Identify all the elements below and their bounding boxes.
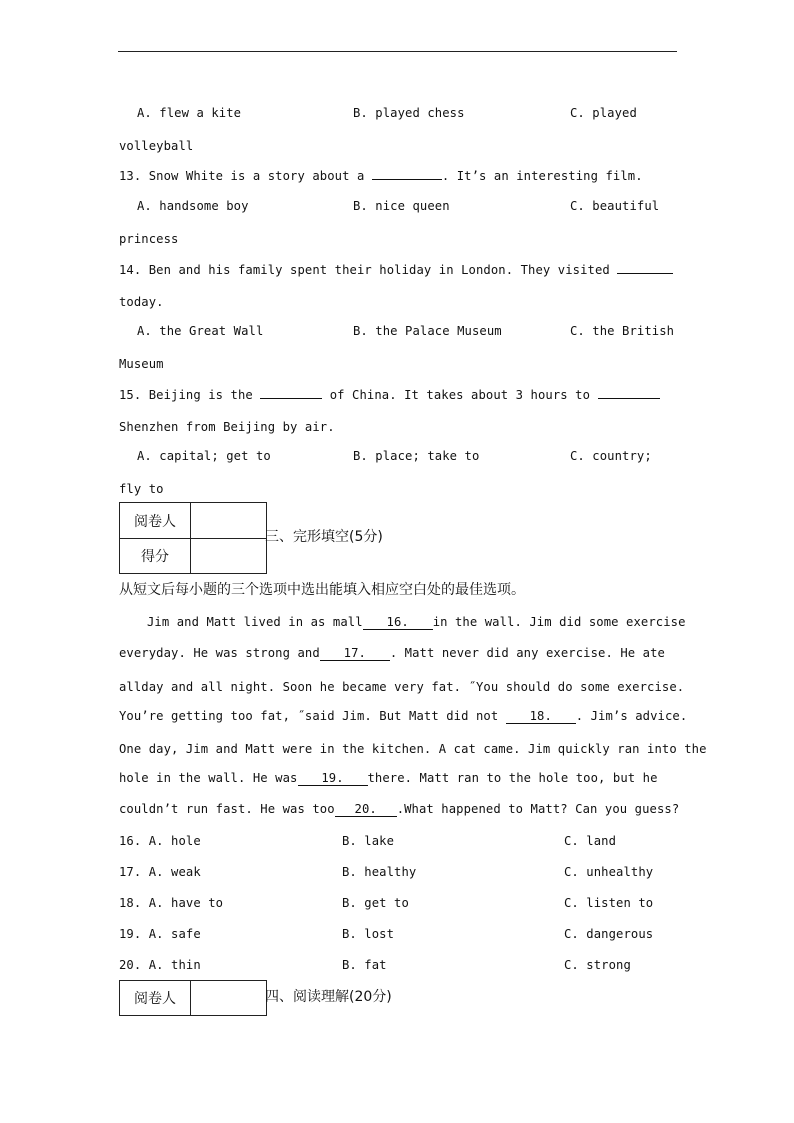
q14-option-a: A. the Great Wall: [137, 324, 264, 338]
blank-17: 17.: [320, 646, 390, 661]
q20-option-b: B. fat: [342, 958, 387, 972]
blank-16: 16.: [363, 615, 433, 630]
q14-stem: 14. Ben and his family spent their holiday in London. They visited: [119, 261, 673, 278]
q15-option-c: C. country;: [570, 449, 652, 463]
passage-line-3: allday and all night. Soon he became very fat. ˝You should do some exercise.: [119, 680, 685, 694]
q17-option-b: B. healthy: [342, 865, 417, 879]
section4-grader-cell[interactable]: [191, 981, 267, 1016]
q14-option-b: B. the Palace Museum: [353, 324, 502, 338]
grader-label: 阅卷人: [120, 503, 191, 539]
q13-option-c: C. beautiful: [570, 199, 660, 213]
passage-line-7: couldn’t run fast. He was too 20. .What happened to Matt? Can you guess?: [119, 802, 680, 816]
q20-option-c: C. strong: [564, 958, 631, 972]
blank-18: 18.: [506, 709, 576, 724]
q13-option-b: B. nice queen: [353, 199, 450, 213]
q16-option-a: 16. A. hole: [119, 834, 201, 848]
q15-option-a: A. capital; get to: [137, 449, 271, 463]
q15-option-b: B. place; take to: [353, 449, 480, 463]
blank-19: 19.: [298, 771, 368, 786]
q18-option-c: C. listen to: [564, 896, 654, 910]
q13-option-a: A. handsome boy: [137, 199, 249, 213]
q18-option-b: B. get to: [342, 896, 409, 910]
q19-option-c: C. dangerous: [564, 927, 654, 941]
grader-cell[interactable]: [191, 503, 267, 539]
q18-option-a: 18. A. have to: [119, 896, 224, 910]
section4-title: 四、阅读理解(20分): [265, 989, 392, 1005]
q17-option-a: 17. A. weak: [119, 865, 201, 879]
section4-grader-label: 阅卷人: [120, 981, 191, 1016]
q12-option-a: A. flew a kite: [137, 106, 242, 120]
blank-20: 20.: [335, 802, 397, 817]
q19-option-b: B. lost: [342, 927, 395, 941]
q12-option-c: C. played: [570, 106, 637, 120]
score-label: 得分: [120, 539, 191, 574]
section3-instruction: 从短文后每小题的三个选项中选出能填入相应空白处的最佳选项。: [119, 582, 525, 598]
header-rule: [118, 51, 677, 52]
q14-stem-wrap: today.: [119, 295, 164, 309]
passage-line-2: everyday. He was strong and 17. . Matt never did any exercise. He ate: [119, 646, 665, 660]
q13-option-c-wrap: princess: [119, 232, 179, 246]
q17-option-c: C. unhealthy: [564, 865, 654, 879]
passage-line-6: hole in the wall. He was 19. there. Matt ran to the hole too, but he: [119, 771, 658, 785]
score-cell[interactable]: [191, 539, 267, 574]
q16-option-c: C. land: [564, 834, 617, 848]
q12-option-c-wrap: volleyball: [119, 139, 194, 153]
section3-score-table: [119, 502, 267, 574]
q14-option-c-wrap: Museum: [119, 357, 164, 371]
q12-option-b: B. played chess: [353, 106, 465, 120]
passage-line-1: Jim and Matt lived in as mall 16. in the wall. Jim did some exercise: [147, 615, 686, 629]
passage-line-5: One day, Jim and Matt were in the kitchen. A cat came. Jim quickly ran into the: [119, 742, 707, 756]
q19-option-a: 19. A. safe: [119, 927, 201, 941]
passage-line-4: You’re getting too fat, ˝said Jim. But Matt did not 18. . Jim’s advice.: [119, 709, 688, 723]
q20-option-a: 20. A. thin: [119, 958, 201, 972]
section3-title: 三、完形填空(5分): [265, 529, 383, 545]
q15-option-c-wrap: fly to: [119, 482, 164, 496]
q16-option-b: B. lake: [342, 834, 395, 848]
q15-stem-wrap: Shenzhen from Beijing by air.: [119, 420, 335, 434]
section4-score-table: [119, 980, 267, 1016]
q15-stem: 15. Beijing is the of China. It takes about 3 hours to: [119, 386, 660, 403]
q14-option-c: C. the British: [570, 324, 675, 338]
q13-stem: 13. Snow White is a story about a . It’s an interesting film.: [119, 169, 643, 183]
